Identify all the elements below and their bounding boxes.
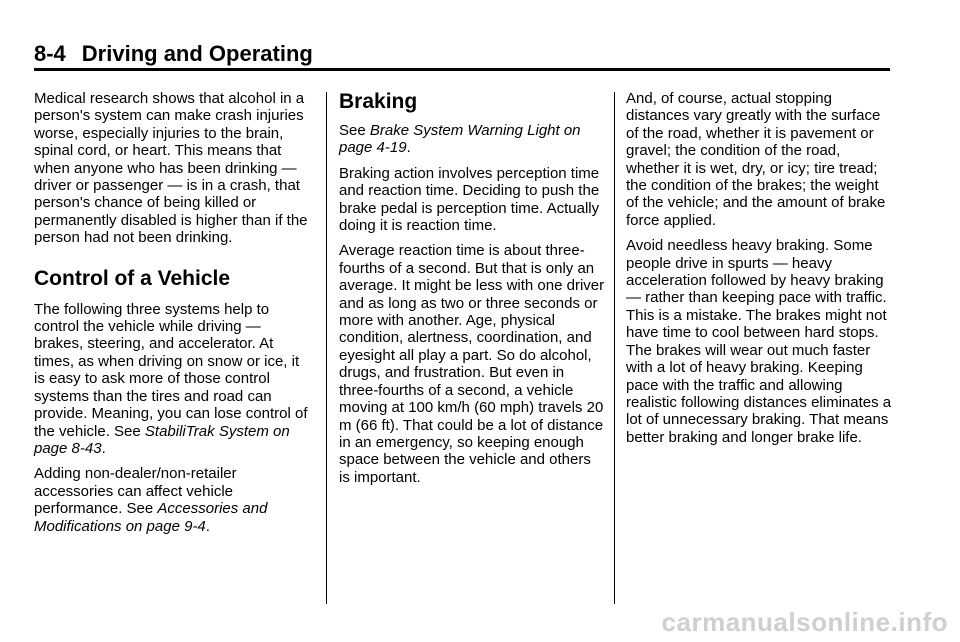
watermark-text: carmanualsonline.info	[661, 607, 948, 637]
column-2	[339, 90, 605, 494]
paragraph-end: .	[406, 139, 411, 157]
heading-braking: Braking	[339, 90, 418, 113]
paragraph-control-systems	[34, 301, 314, 458]
section-title: Driving and Operating	[81, 41, 313, 66]
paragraph-accessories	[34, 465, 314, 535]
paragraph-avoid-heavy-braking: Avoid needless heavy braking. Some people drive in spurts — heavy acceleration followed by heavy braking — rather than keeping pace with traffic. This is a mistake. The brakes might not have time to cool between hard stops. The brakes will wear out much faster with a lot of heavy braking. Keeping pace with the traffic and allowing realistic following distances eliminates a lot of unnecessary braking. That means better braking and longer brake life.	[626, 237, 892, 446]
cross-reference-accessories[interactable]: Accessories and Modifications on page 9-4	[34, 500, 268, 535]
paragraph-text: The following three systems help to control the vehicle while driving — brakes, steering, and accelerator. At times, as when driving on snow or ice, it is easy to ask more of those control systems than the tires and road can provide. Meaning, you can lose control of the vehicle. See	[34, 300, 308, 440]
paragraph-text: Adding non-dealer/non-retailer accessories can affect vehicle performance. See	[34, 465, 237, 518]
page-header	[34, 38, 890, 71]
paragraph-stopping-distances: And, of course, actual stopping distances vary greatly with the surface of the road, whether it is pavement or gravel; the condition of the road, whether it is wet, dry, or icy; tire tread; the condition of the brakes; the weight of the vehicle; and the amount of brake force applied.	[626, 90, 886, 229]
paragraph-see-brake-light	[339, 122, 605, 157]
paragraph-end: .	[205, 517, 210, 535]
paragraph-reaction-time: Average reaction time is about three-fourths of a second. But that is only an average. It might be less with one driver and as long as two or three seconds or more with another. Age, physical condition, alertness, coordination, and eyesight all play a part. So do alcohol, drugs, and frustration. But even in three-fourths of a second, a vehicle moving at 100 km/h (60 mph) travels 20 m (66 ft). That could be a lot of distance in an emergency, so keeping enough space between the vehicle and others is important.	[339, 242, 605, 486]
cross-reference-brake-warning-light[interactable]: Brake System Warning Light on page 4-19	[339, 122, 581, 157]
column-divider-1	[326, 92, 327, 604]
column-1	[34, 90, 314, 543]
column-3	[626, 90, 894, 454]
column-divider-2	[614, 92, 615, 604]
paragraph-end: .	[101, 439, 106, 457]
cross-reference-stabilitrak[interactable]: StabiliTrak System on page 8-43	[34, 422, 290, 457]
page-number: 8-4	[34, 41, 66, 66]
paragraph-alcohol-injuries: Medical research shows that alcohol in a person's system can make crash injuries worse, especially injuries to the brain, spinal cord, or heart. This means that when anyone who has been drinking — driver or passenger — is in a crash, that person's chance of being killed or permanently disabled is higher than if the person had not been drinking.	[34, 90, 308, 247]
paragraph-text: See	[339, 122, 370, 139]
heading-control-of-vehicle: Control of a Vehicle	[34, 266, 231, 290]
paragraph-perception-reaction: Braking action involves perception time and reaction time. Deciding to push the brake pedal is perception time. Actually doing it is reaction time.	[339, 164, 600, 235]
